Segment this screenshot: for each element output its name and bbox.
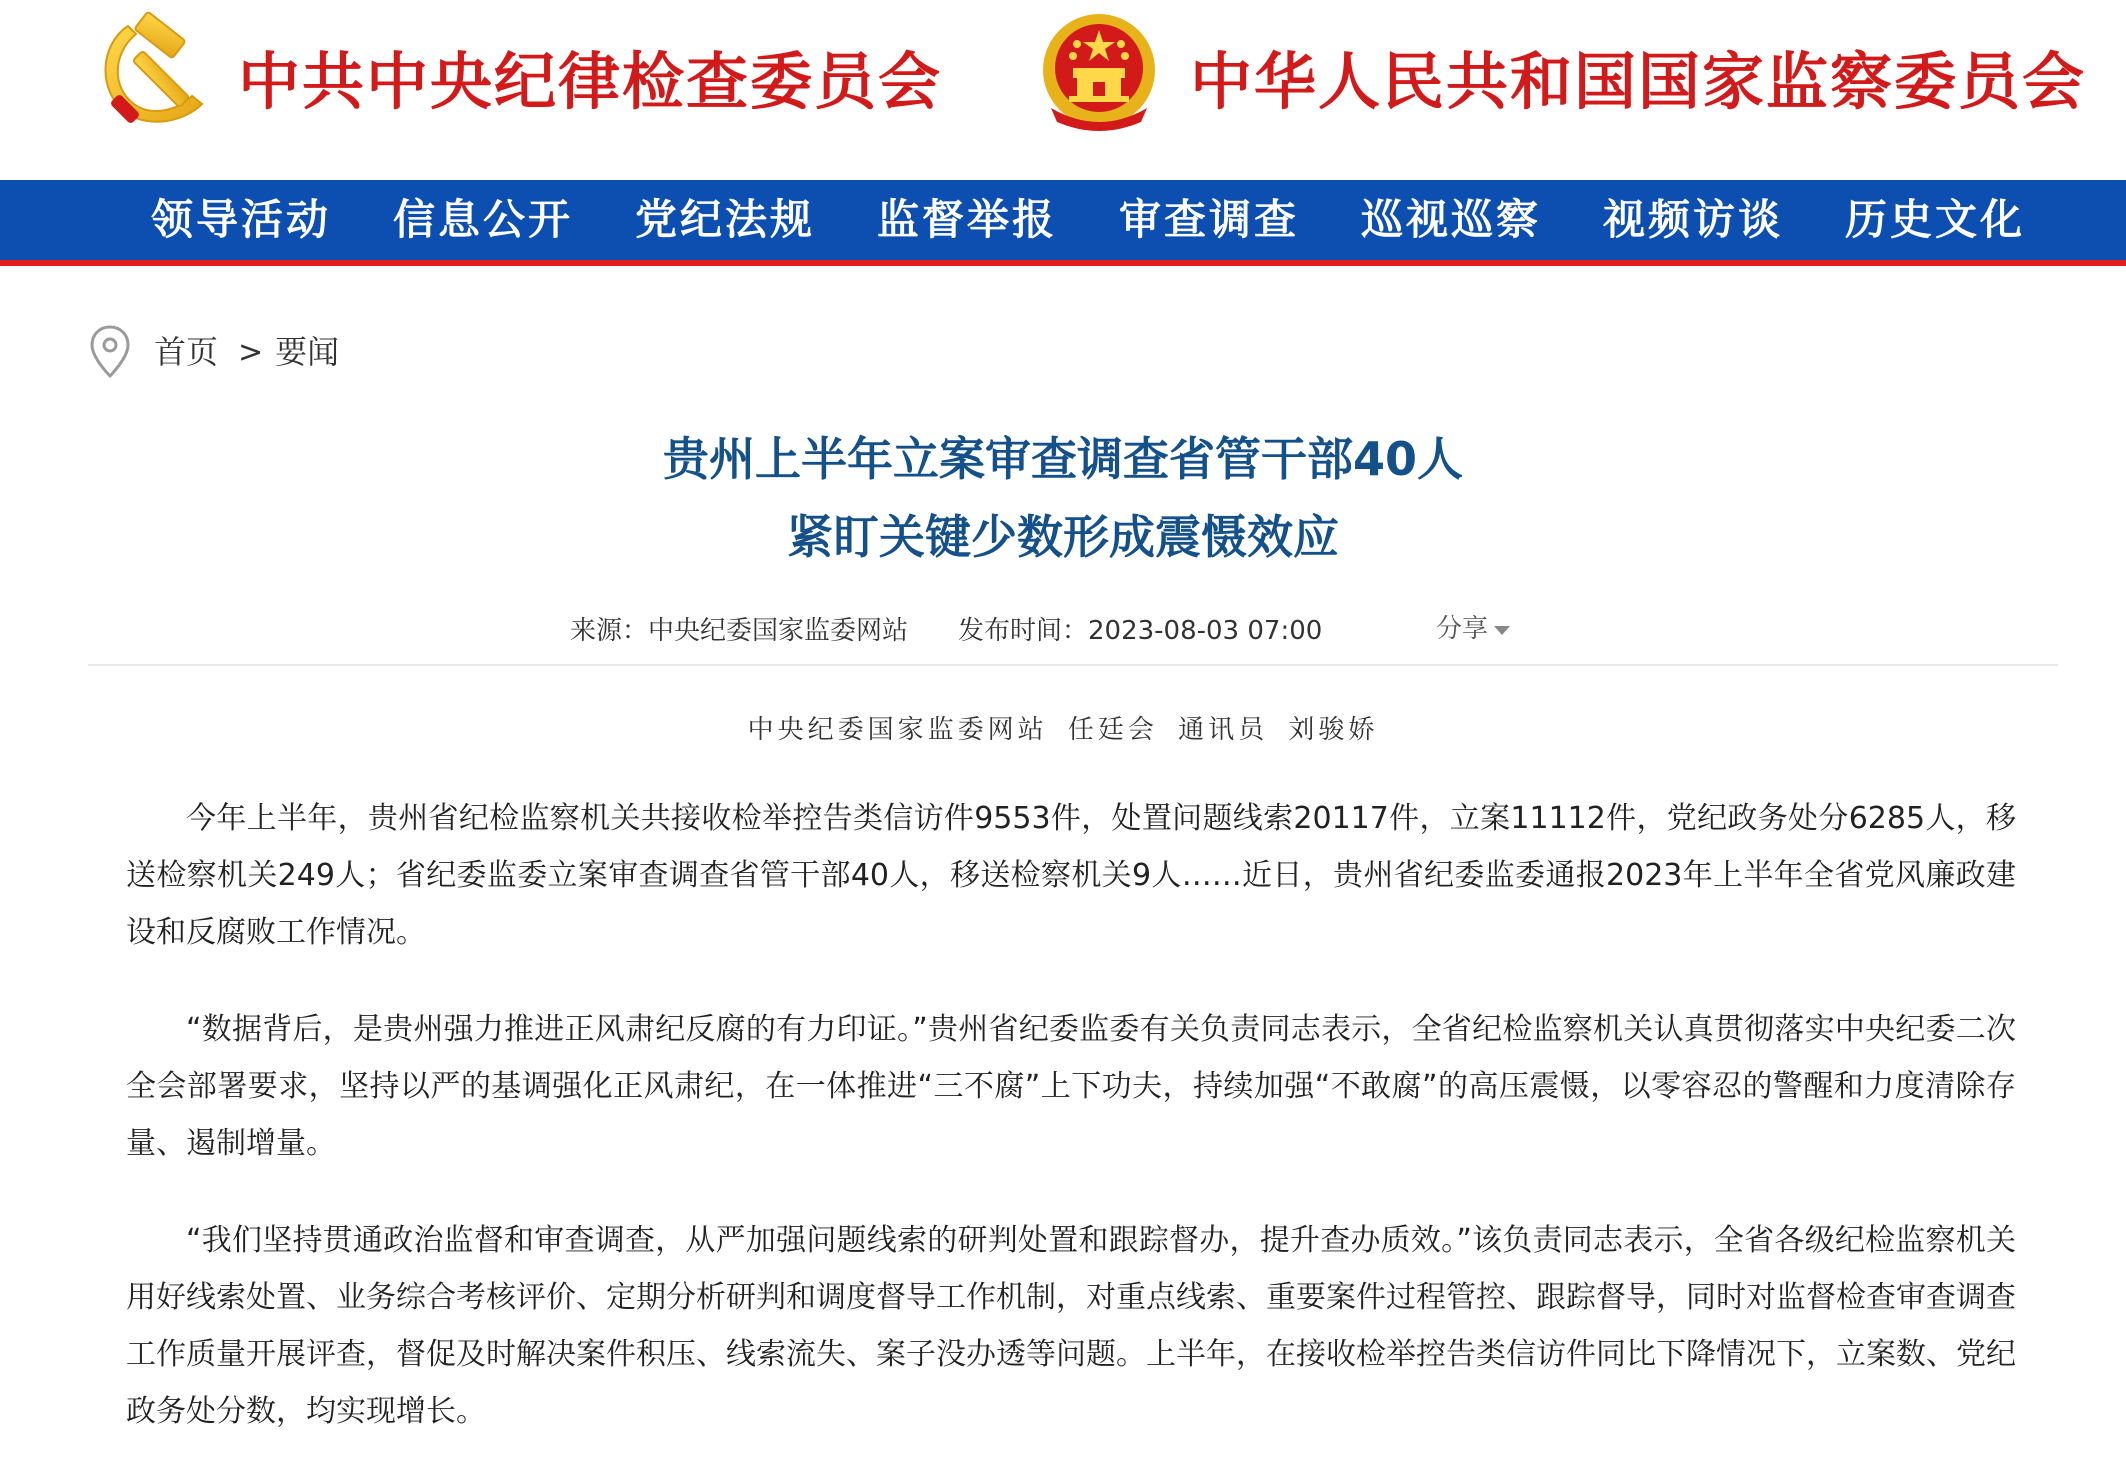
nav-items bbox=[120, 180, 2056, 260]
nav-item-leadership[interactable]: 领导活动 bbox=[150, 195, 331, 244]
article-publish-time: 发布时间：2023-08-03 07:00 bbox=[958, 616, 1323, 646]
nsc-title: 中华人民共和国国家监察委员会 bbox=[1190, 45, 2087, 118]
share-button[interactable] bbox=[1436, 610, 1510, 648]
main-nav bbox=[0, 180, 2126, 266]
article-paragraph: 今年上半年，贵州省纪检监察机关共接收检举控告类信访件9553件，处置问题线索20117件，立案11112件，党纪政务处分6285人，移送检察机关249人；省纪委监委立案审查调查省管干部40人，移送检察机关9人……近日，贵州省纪委监委通报2023年上半年全省党风廉政建设和反腐败工作情况。 bbox=[126, 801, 2016, 950]
cpc-ccdi-title: 中共中央纪律检查委员会 bbox=[238, 45, 943, 118]
article-source: 来源：中央纪委国家监委网站 bbox=[570, 616, 909, 646]
chevron-down-icon bbox=[1494, 626, 1510, 635]
nav-item-inspection[interactable]: 巡视巡察 bbox=[1360, 195, 1541, 244]
breadcrumb-current[interactable]: 要闻 bbox=[275, 333, 340, 371]
nav-item-supervision-report[interactable]: 监督举报 bbox=[876, 195, 1057, 244]
breadcrumb-home-link[interactable]: 首页 bbox=[154, 333, 219, 371]
article-body bbox=[126, 790, 2016, 1480]
location-pin-icon bbox=[88, 324, 132, 380]
nav-item-history-culture[interactable]: 历史文化 bbox=[1844, 195, 2025, 244]
share-label: 分享 bbox=[1436, 614, 1489, 644]
party-emblem-icon[interactable] bbox=[88, 8, 216, 136]
breadcrumb-separator: > bbox=[238, 334, 264, 370]
article-paragraph: “数据背后，是贵州强力推进正风肃纪反腐的有力印证。”贵州省纪委监委有关负责同志表示，全省纪检监察机关认真贯彻落实中央纪委二次全会部署要求，坚持以严的基调强化正风肃纪，在一体推进“三不腐”上下功夫，持续加强“不敢腐”的高压震慑，以零容忍的警醒和力度清除存量、遏制增量。 bbox=[126, 1012, 2016, 1161]
nav-item-regulations[interactable]: 党纪法规 bbox=[634, 195, 815, 244]
nav-item-investigation[interactable]: 审查调查 bbox=[1118, 195, 1299, 244]
article-title bbox=[0, 420, 2126, 576]
meta-divider bbox=[88, 664, 2058, 666]
nav-item-video-interview[interactable]: 视频访谈 bbox=[1602, 195, 1783, 244]
article-paragraph: “我们坚持贯通政治监督和审查调查，从严加强问题线索的研判处置和跟踪督办，提升查办质效。”该负责同志表示，全省各级纪检监察机关用好线索处置、业务综合考核评价、定期分析研判和调度督导工作机制，对重点线索、重要案件过程管控、跟踪督导，同时对监督检查审查调查工作质量开展评查，督促及时解决案件积压、线索流失、案子没办透等问题。上半年，在接收检举控告类信访件同比下降情况下，立案数、党纪政务处分数，均实现增长。 bbox=[126, 1223, 2016, 1429]
article-title-line1: 贵州上半年立案审查调查省管干部40人 bbox=[662, 432, 1463, 486]
nav-item-info-disclosure[interactable]: 信息公开 bbox=[392, 195, 573, 244]
site-header bbox=[0, 0, 2126, 180]
article-title-line2: 紧盯关键少数形成震慑效应 bbox=[787, 510, 1339, 564]
breadcrumb bbox=[88, 322, 339, 382]
article-byline: 中央纪委国家监委网站 任廷会 通讯员 刘骏娇 bbox=[747, 715, 1379, 745]
national-emblem-icon[interactable] bbox=[1033, 8, 1165, 138]
